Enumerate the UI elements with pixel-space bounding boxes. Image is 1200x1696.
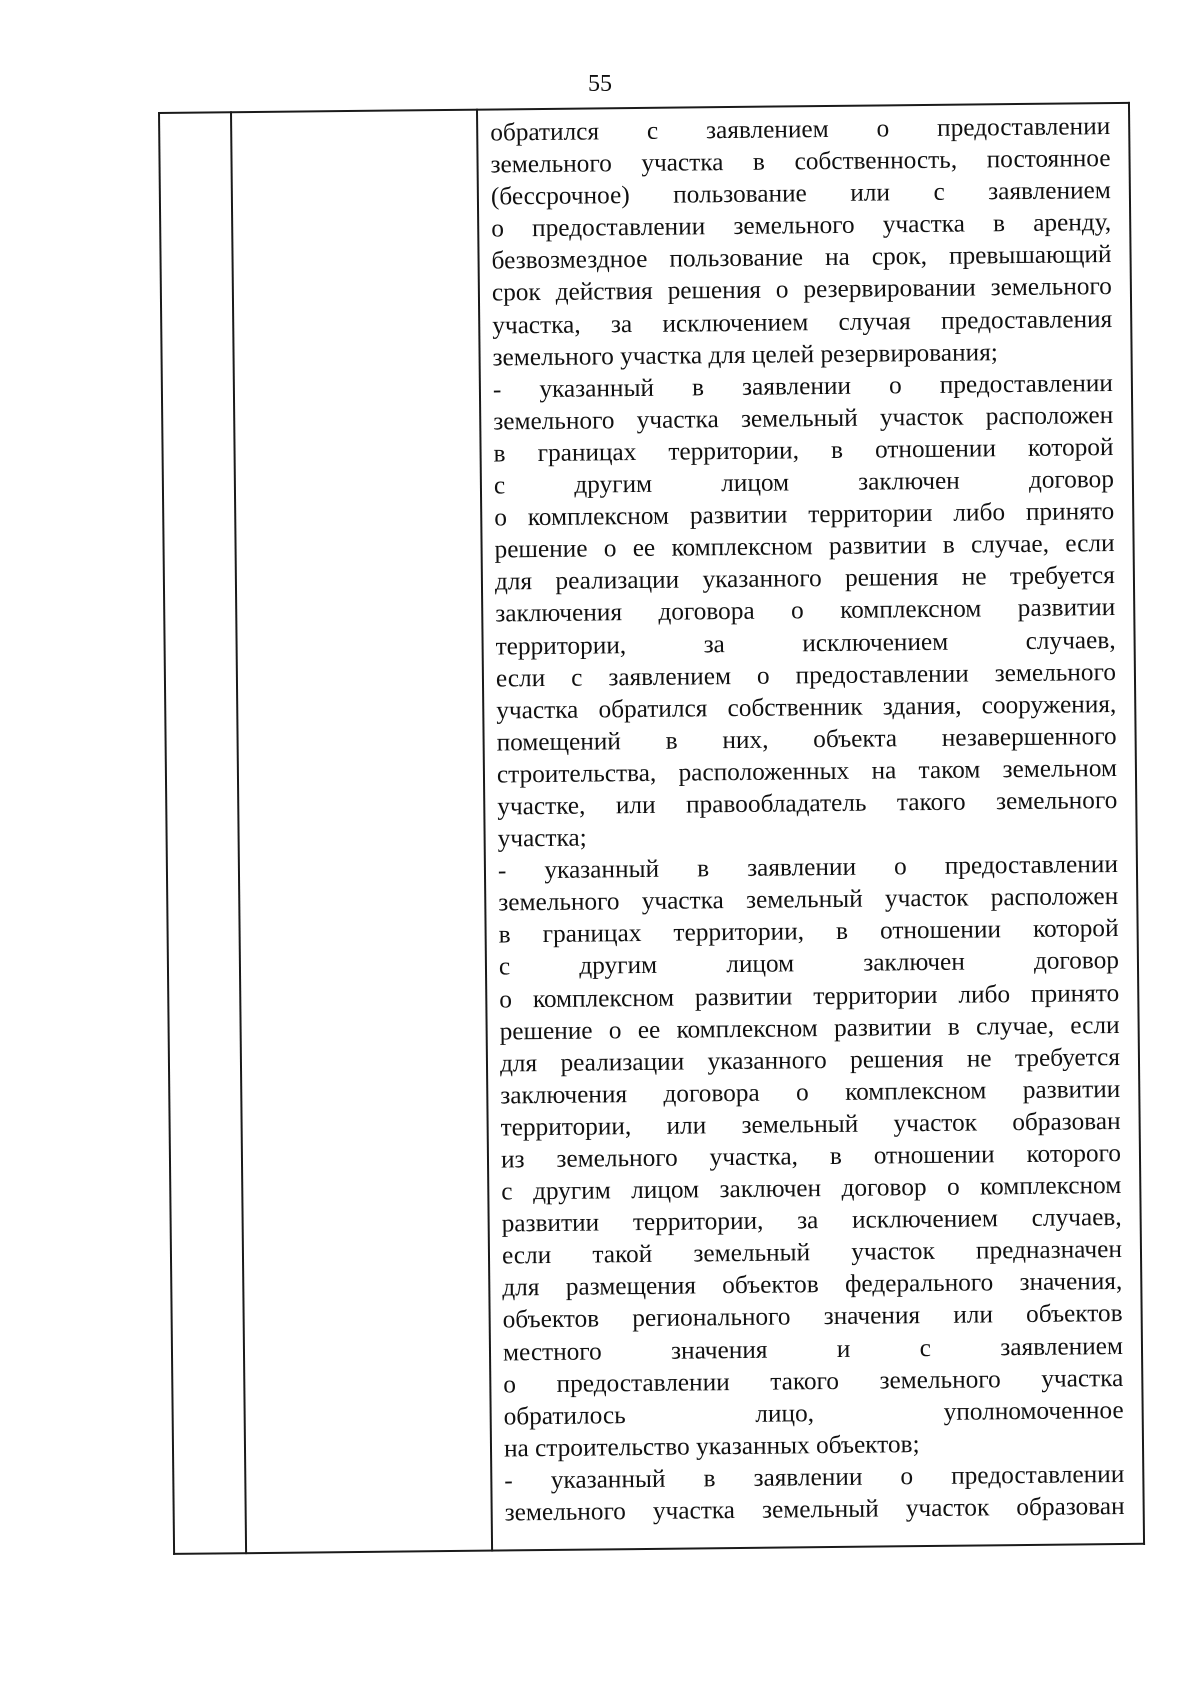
word: (бессрочное): [490, 181, 630, 211]
word: исключением: [851, 1204, 999, 1234]
word: решения: [667, 276, 762, 306]
text-line: [493, 399, 1113, 438]
word: лицом: [726, 949, 795, 979]
word: развитии: [1022, 1074, 1121, 1104]
word: с: [646, 116, 659, 145]
word: в: [829, 1141, 842, 1171]
word: значения: [670, 1335, 768, 1365]
word: указанного: [702, 564, 822, 594]
word: участок: [905, 1493, 990, 1523]
word: резервировании: [803, 273, 976, 304]
word: если: [501, 1241, 552, 1270]
word: территории,: [668, 436, 800, 466]
word: участка: [652, 1496, 736, 1525]
word: комплексном: [527, 501, 670, 532]
word: земельного: [556, 1143, 678, 1173]
word: или: [953, 1300, 994, 1330]
word: случая: [838, 306, 911, 336]
word: здания,: [882, 691, 962, 721]
word: участка,: [709, 1142, 799, 1172]
word: ее: [637, 1015, 661, 1044]
word: случаев,: [1025, 625, 1116, 655]
word: или: [850, 178, 891, 207]
word: правообладатель: [685, 788, 867, 819]
word: предоставлении: [951, 1459, 1125, 1490]
word: о: [499, 984, 513, 1014]
word: земельного: [879, 1364, 1001, 1395]
word: о: [790, 596, 804, 625]
word: требуется: [1009, 561, 1115, 591]
word: в: [498, 920, 511, 949]
word: них,: [722, 725, 769, 754]
word: заключения: [495, 598, 623, 628]
word: на: [824, 243, 850, 272]
word: такой: [592, 1240, 653, 1269]
word: срок: [491, 278, 541, 307]
word: принято: [1030, 978, 1120, 1008]
word: договор: [1028, 465, 1115, 494]
word: участок: [893, 1108, 978, 1138]
word: объектов: [1025, 1299, 1123, 1329]
word: превышающий: [948, 240, 1112, 271]
word: участка: [882, 209, 966, 239]
word: за: [610, 309, 633, 338]
word: заявлении: [746, 852, 857, 883]
table-left-border: [158, 112, 175, 1555]
word: действия: [555, 277, 653, 307]
word: ее: [632, 534, 656, 563]
word: о: [795, 1078, 809, 1107]
word: о: [900, 1462, 914, 1491]
word: предоставлении: [944, 850, 1119, 880]
word: развитии: [833, 1012, 932, 1042]
word: сооружения,: [981, 689, 1117, 720]
word: земельного: [493, 406, 615, 436]
word: договора: [658, 597, 755, 627]
word: участка,: [492, 310, 581, 340]
word: для: [502, 1273, 540, 1302]
word: решения: [844, 563, 939, 593]
word: требуется: [1014, 1042, 1121, 1072]
word: принято: [1025, 497, 1115, 527]
word: комплексном: [532, 983, 675, 1013]
word: в: [752, 147, 766, 176]
word: другим: [574, 469, 653, 499]
word: отношении: [879, 915, 1002, 945]
word: расположен: [990, 882, 1119, 912]
word: незавершенного: [941, 721, 1117, 752]
word: в: [830, 435, 844, 464]
word: указанного: [707, 1045, 827, 1076]
word: участка: [496, 695, 579, 725]
word: либо: [958, 979, 1011, 1009]
word: решения: [849, 1044, 944, 1074]
word: комплексном: [671, 532, 813, 562]
word: в: [493, 439, 506, 468]
word: строительства,: [496, 758, 657, 789]
word: собственность,: [794, 145, 958, 176]
table-text-cell: [490, 110, 1125, 1529]
word: лицом: [721, 468, 790, 498]
word: развитии: [689, 500, 788, 530]
word: в: [696, 854, 710, 883]
word: лицо,: [755, 1398, 815, 1428]
word: -: [504, 1466, 513, 1495]
word: в: [835, 917, 849, 946]
word: в: [665, 726, 678, 755]
word: в: [992, 209, 1006, 238]
word: срок,: [871, 242, 928, 271]
word: указанный: [550, 1464, 666, 1494]
word: о: [756, 661, 770, 690]
word: лицом: [631, 1175, 700, 1205]
word: таком: [918, 755, 981, 784]
word: земельный: [693, 1238, 811, 1268]
word: отношении: [874, 434, 997, 464]
word: заключен: [858, 466, 960, 496]
text-line: [492, 303, 1112, 342]
word: размещения: [565, 1271, 697, 1302]
table-right-border: [1128, 102, 1145, 1545]
word: о: [503, 1369, 517, 1399]
text-line: земельного участка для целей резервирования;: [492, 337, 998, 372]
word: предоставлении: [795, 659, 969, 689]
word: или: [615, 790, 656, 820]
word: предоставлении: [936, 112, 1111, 142]
word: обратился: [598, 693, 708, 724]
word: в: [947, 1012, 960, 1041]
word: такого: [896, 787, 966, 817]
word: которого: [1026, 1138, 1122, 1168]
word: договора: [663, 1078, 760, 1108]
page-number: 55: [588, 71, 612, 97]
word: комплексном: [676, 1013, 818, 1044]
word: решение: [499, 1016, 593, 1046]
word: не: [966, 1044, 992, 1073]
text-line: [495, 591, 1115, 630]
text-line: на строительство указанных объектов;: [503, 1429, 920, 1463]
word: предоставлении: [939, 368, 1114, 399]
word: земельного: [498, 887, 620, 917]
word: постоянное: [986, 144, 1111, 174]
word: комплексном: [845, 1076, 987, 1106]
word: развитии: [1017, 593, 1116, 623]
word: заявлением: [705, 114, 829, 145]
word: собственник: [727, 692, 863, 722]
word: участок: [851, 1237, 935, 1267]
word: местного: [502, 1336, 602, 1367]
word: участок: [884, 883, 969, 913]
word: с: [501, 1177, 513, 1206]
word: договор: [1033, 946, 1120, 976]
word: заключения: [500, 1079, 628, 1110]
word: о: [893, 852, 907, 881]
word: с: [571, 663, 583, 692]
word: значения,: [1019, 1267, 1123, 1297]
word: договор: [841, 1173, 927, 1202]
word: или: [666, 1111, 707, 1140]
word: уполномоченное: [943, 1395, 1124, 1426]
word: территории,: [495, 630, 627, 660]
word: другим: [532, 1176, 611, 1206]
word: границах: [542, 919, 642, 949]
word: участка: [636, 404, 719, 434]
word: если: [1065, 529, 1115, 558]
word: территории,: [632, 1206, 764, 1237]
word: -: [492, 375, 502, 404]
text-line: [504, 1394, 1124, 1433]
word: объекта: [813, 724, 898, 753]
word: не: [961, 562, 987, 591]
word: решение: [494, 534, 588, 564]
word: обратилось: [503, 1400, 626, 1431]
word: если: [495, 663, 546, 693]
word: о: [608, 1015, 622, 1044]
word: о: [775, 275, 789, 305]
word: расположен: [985, 400, 1114, 431]
word: территории,: [500, 1112, 632, 1142]
word: из: [500, 1145, 525, 1174]
word: с: [919, 1333, 932, 1362]
word: либо: [953, 498, 1006, 527]
word: реализации: [555, 565, 680, 596]
word: предоставлении: [556, 1367, 730, 1398]
word: заявлении: [741, 371, 852, 401]
word: случаев,: [1031, 1203, 1122, 1233]
word: заявлением: [1000, 1331, 1124, 1361]
word: заявлении: [753, 1462, 863, 1492]
word: заявлением: [988, 176, 1111, 206]
word: образован: [1012, 1106, 1121, 1137]
word: комплексном: [839, 594, 982, 625]
word: объектов: [502, 1304, 600, 1334]
word: земельного: [733, 210, 855, 241]
word: о: [494, 503, 508, 532]
word: отношении: [873, 1140, 995, 1170]
word: земельный: [745, 884, 863, 915]
word: развитии: [828, 531, 927, 561]
word: территории: [808, 499, 933, 529]
text-line: участка;: [497, 823, 587, 853]
word: которой: [1032, 914, 1119, 944]
word: другим: [579, 951, 658, 981]
column-divider-2: [476, 109, 493, 1552]
word: с: [493, 471, 506, 500]
word: заключен: [719, 1174, 822, 1204]
text-line: [491, 174, 1111, 213]
text-line: [503, 1330, 1123, 1369]
word: земельного: [490, 149, 612, 179]
word: участок: [879, 402, 964, 432]
word: на: [871, 756, 897, 785]
word: в: [703, 1464, 716, 1493]
word: исключением: [802, 627, 949, 657]
word: развитии: [501, 1208, 600, 1238]
word: для: [494, 567, 533, 596]
word: предоставлении: [531, 212, 706, 243]
word: -: [497, 856, 507, 885]
word: территории,: [673, 917, 805, 947]
word: обратился: [490, 117, 600, 147]
word: с: [933, 177, 945, 207]
word: если: [1070, 1010, 1120, 1040]
word: земельный: [741, 1109, 859, 1139]
word: регионального: [632, 1302, 791, 1333]
word: предоставления: [940, 304, 1113, 335]
word: федерального: [844, 1268, 994, 1299]
word: исключением: [662, 307, 809, 338]
word: о: [491, 214, 505, 243]
word: земельный: [740, 403, 858, 433]
text-line: [498, 880, 1118, 919]
word: случае,: [975, 1011, 1055, 1041]
word: земельного: [504, 1497, 627, 1527]
word: которой: [1027, 432, 1114, 462]
word: земельного: [990, 272, 1112, 302]
word: заявлением: [608, 661, 732, 691]
word: земельного: [995, 785, 1118, 816]
word: и: [836, 1334, 851, 1363]
word: с: [498, 952, 511, 981]
word: такого: [770, 1366, 840, 1396]
word: для: [499, 1048, 538, 1078]
word: расположенных: [678, 756, 850, 787]
text-line: [505, 1490, 1125, 1529]
word: пользование: [673, 179, 807, 209]
word: в: [691, 373, 705, 402]
text-line: [497, 784, 1117, 823]
word: в: [942, 530, 955, 560]
word: комплексном: [979, 1171, 1122, 1201]
word: аренду,: [1033, 208, 1112, 238]
text-line: [501, 1169, 1121, 1208]
word: помещений: [496, 726, 622, 757]
word: за: [703, 629, 725, 658]
word: развитии: [694, 981, 793, 1011]
word: о: [946, 1172, 960, 1201]
word: образован: [1016, 1491, 1125, 1522]
word: земельного: [994, 657, 1117, 687]
word: участка: [641, 148, 724, 178]
word: границах: [537, 437, 637, 467]
word: случае,: [970, 529, 1050, 559]
word: значения: [823, 1301, 921, 1331]
document-table: [158, 102, 1145, 1555]
word: указанный: [544, 854, 660, 885]
word: о: [888, 370, 902, 400]
word: участка: [641, 886, 724, 916]
word: земельный: [761, 1494, 879, 1524]
word: объектов: [722, 1270, 819, 1300]
word: территории: [813, 980, 938, 1010]
word: безвозмездное: [491, 245, 648, 275]
column-divider-1: [230, 111, 247, 1554]
word: о: [603, 534, 617, 563]
word: реализации: [560, 1047, 685, 1077]
word: заключен: [863, 948, 965, 978]
word: участка: [1041, 1363, 1124, 1393]
word: о: [876, 114, 890, 143]
table-bottom-border: [173, 1543, 1145, 1555]
word: участке,: [497, 791, 586, 821]
word: пользование: [669, 243, 804, 274]
word: за: [796, 1206, 819, 1235]
word: земельном: [1002, 753, 1118, 784]
word: предназначен: [975, 1235, 1123, 1265]
word: указанный: [539, 373, 655, 403]
